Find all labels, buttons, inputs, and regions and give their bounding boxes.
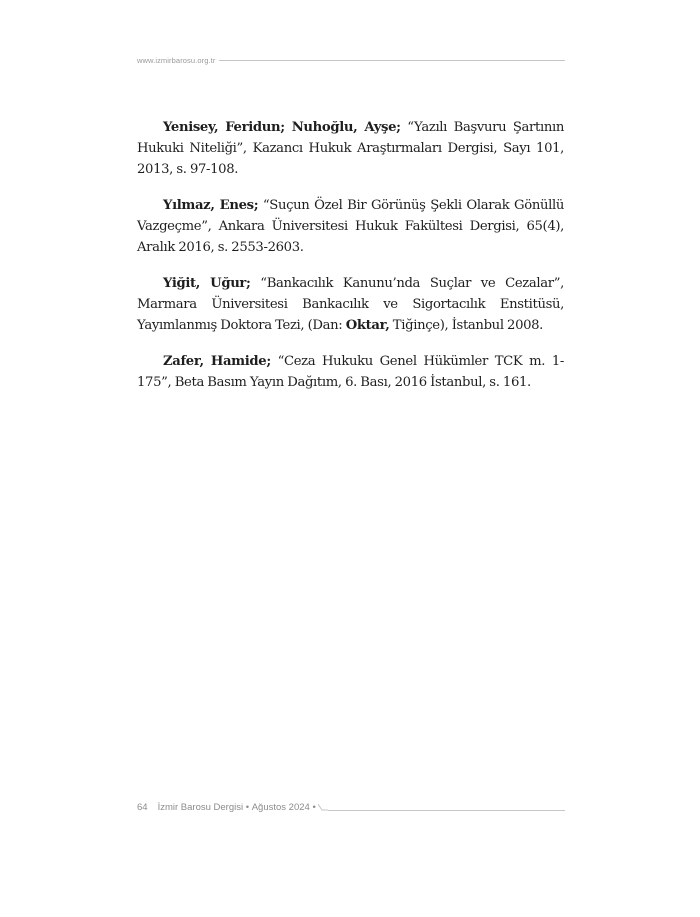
reference-entry bbox=[137, 195, 564, 258]
journal-name: İzmir Barosu Dergisi bbox=[157, 801, 244, 813]
reference-entry bbox=[137, 351, 564, 393]
footer-notch-ornament bbox=[318, 803, 328, 811]
reference-advisor-name: Oktar, bbox=[345, 318, 390, 333]
reference-text: “Ceza Hukuku Genel Hükümler TCK m. 1-175”, Beta Basım Yayın Dağıtım, 6. Bası, 2016 İstanbul, s. 161. bbox=[137, 354, 565, 390]
reference-text: Tiğinçe), İstanbul 2008. bbox=[389, 318, 544, 333]
footer-rule bbox=[328, 810, 565, 811]
reference-author: Yenisey, Feridun; Nuhoğlu, Ayşe; bbox=[163, 120, 401, 135]
reference-text: “Bankacılık Kanunu’nda Suçlar ve Cezalar”, Marmara Üniversitesi Bankacılık ve Sigortacılık Enstitüsü, Yayımlanmış Doktora Tezi, (Dan: bbox=[137, 276, 564, 333]
issue-date: Ağustos 2024 bbox=[251, 801, 310, 813]
page-footer bbox=[137, 800, 565, 814]
reference-author: Zafer, Hamide; bbox=[163, 354, 271, 369]
reference-text: “Yazılı Başvuru Şartının Hukuki Niteliği”, Kazancı Hukuk Araştırmaları Dergisi, Sayı 101, 2013, s. 97-108. bbox=[137, 120, 564, 177]
reference-list bbox=[137, 117, 564, 408]
reference-text: “Suçun Özel Bir Görünüş Şekli Olarak Gönüllü Vazgeçme”, Ankara Üniversitesi Hukuk Fakültesi Dergisi, 65(4), Aralık 2016, s. 2553-2603. bbox=[137, 198, 564, 255]
page-number: 64 bbox=[137, 801, 148, 813]
page-header bbox=[137, 54, 565, 66]
footer-separator: • bbox=[245, 801, 250, 813]
reference-author: Yılmaz, Enes; bbox=[163, 198, 259, 213]
reference-author: Yiğit, Uğur; bbox=[163, 276, 251, 291]
reference-entry bbox=[137, 273, 564, 336]
reference-entry bbox=[137, 117, 564, 180]
footer-trailing-bullet: • bbox=[312, 801, 316, 813]
header-url: www.izmirbarosu.org.tr bbox=[137, 55, 216, 65]
header-rule bbox=[219, 60, 565, 61]
